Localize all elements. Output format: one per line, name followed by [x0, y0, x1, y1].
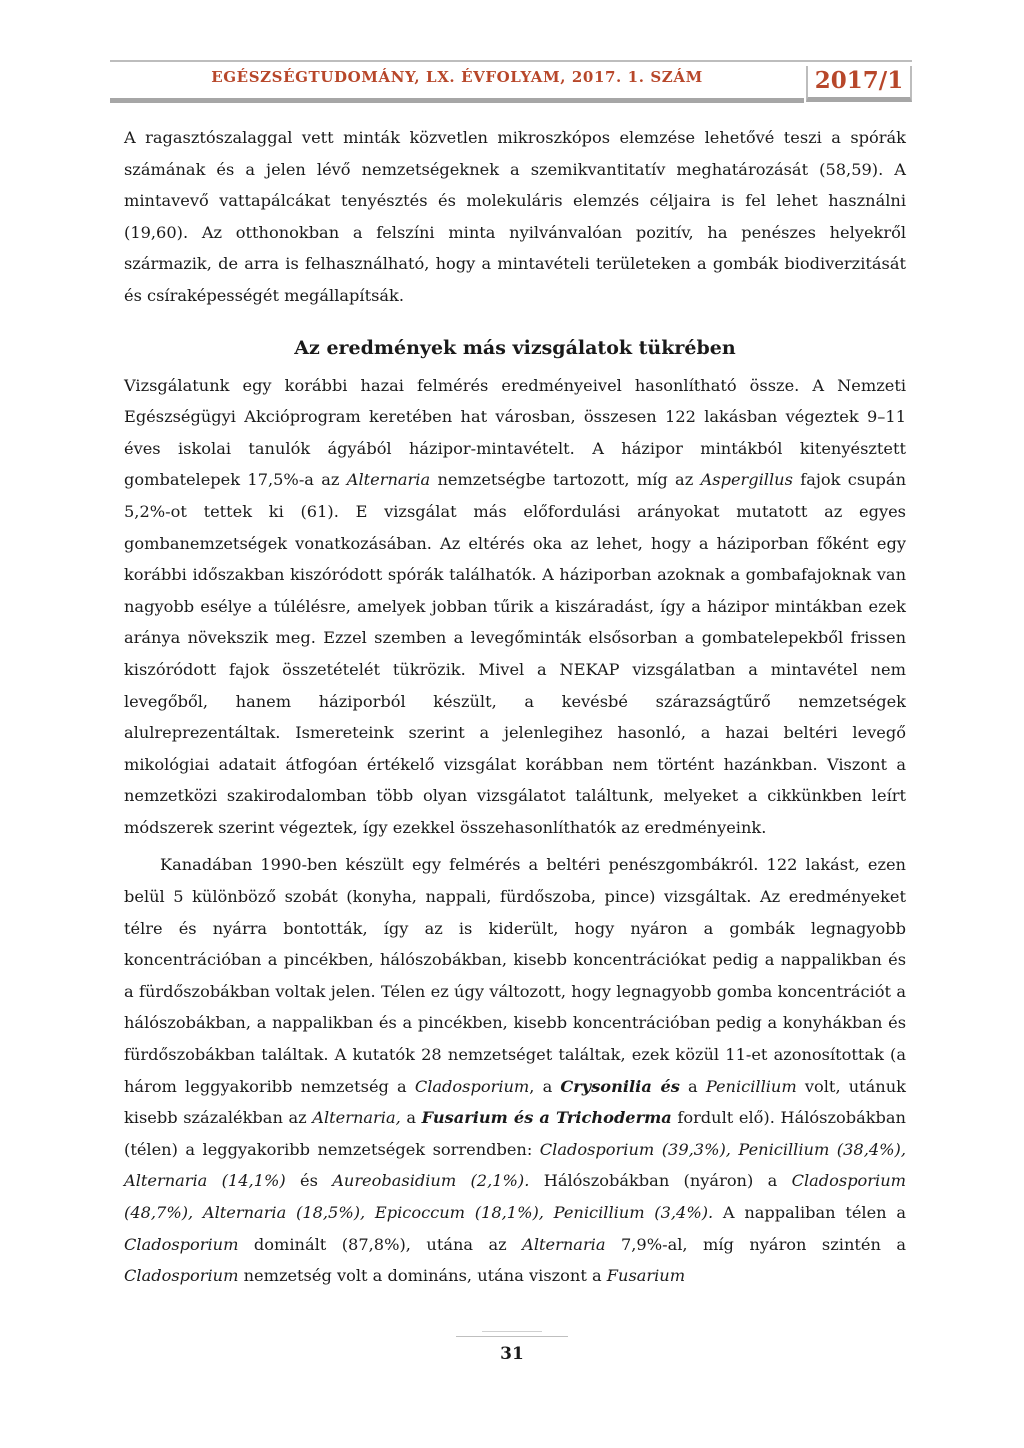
- paragraph-sampling: A ragasztószalaggal vett minták közvetlen mikroszkópos elemzése lehetővé teszi a spórák számának és a jelen lévő nemzetségeknek a szemikvantitatív meghatározását (58,59). A mintavevő vattapálcákat tenyésztés és molekuláris elemzés céljaira is fel lehet használni (19,60). Az otthonokban a felszíni minta nyilvánvalóan pozitív, ha penészes helyekről származik, de arra is felhasználható, hogy a mintavételi területeken a gombák biodiverzitását és csíraképességét megállapítsák.: [124, 128, 906, 305]
- genus-name: Alternaria: [346, 470, 431, 490]
- text-run: nemzetség volt a domináns, utána viszont a: [238, 1266, 607, 1286]
- text-run: Kanadában 1990-ben készült egy felmérés a beltéri penészgombákról. 122 lakást, ezen belül 5 különböző szobát (konyha, nappali, fürdőszoba, pince) vizsgáltak. Az eredményeket télre és nyárra bontották, így az is kiderült, hogy nyáron a gombák legnagyobb koncentrációban a pincékben, hálószobákban, kisebb koncentrációkat pedig a nappalikban és a fürdőszobákban voltak jelen. Télen ez úgy változott, hogy legnagyobb gomba koncentrációt a hálószobákban, a nappalikban és a pincékben, kisebb koncentrációban pedig a konyhákban és fürdőszobákban találtak. A kutatók 28 nemzetséget találtak, ezek közül 11-et azonosítottak (a három leggyakoribb nemzetség a: [124, 855, 906, 1096]
- genus-name: Crysonilia és: [560, 1076, 680, 1096]
- header-rule: [110, 98, 804, 103]
- genus-name: Aureobasidium (2,1%).: [332, 1171, 530, 1191]
- issue-badge: 2017/1: [806, 66, 912, 102]
- text-run: és: [285, 1171, 333, 1191]
- genus-name: Fusarium: [606, 1266, 686, 1286]
- genus-list: Cladosporium (48,7%), Alternaria (18,5%), Epicoccum (18,1%), Penicillium (3,4%).: [124, 1171, 906, 1222]
- running-header: [110, 60, 912, 104]
- paragraph-comparison: [124, 370, 906, 844]
- journal-title: EGÉSZSÉGTUDOMÁNY, LX. ÉVFOLYAM, 2017. 1. SZÁM: [211, 68, 703, 86]
- genus-name: Alternaria: [522, 1234, 606, 1254]
- article-body: [124, 122, 906, 1292]
- text-run: , a: [529, 1076, 561, 1096]
- text-run: fordult elő). Hálószobákban (télen) a leggyakoribb nemzetségek sorrendben:: [124, 1108, 906, 1159]
- text-run: a: [679, 1076, 706, 1096]
- genus-name: Alternaria,: [312, 1108, 401, 1128]
- genus-name: Cladosporium: [414, 1076, 530, 1096]
- paragraph-canada-study: [124, 849, 906, 1291]
- text-run: nemzetségbe tartozott, míg az: [430, 470, 701, 490]
- text-run: Vizsgálatunk egy korábbi hazai felmérés eredményeivel hasonlítható össze. A Nemzeti Egészségügyi Akcióprogram keretében hat városban, összesen 122 lakásban végeztek 9–11 éves iskolai tanulók ágyából házipor-mintavételt. A házipor mintákból kitenyésztett gombatelepek 17,5%-a az: [124, 375, 906, 490]
- genus-list: Cladosporium (39,3%), Penicillium (38,4%), Alternaria (14,1%): [124, 1139, 906, 1191]
- text-run: fajok csupán 5,2%-ot tettek ki (61). E vizsgálat más előfordulási arányokat mutatott az egyes gombanemzetségek vonatkozásában. Az eltérés oka az lehet, hogy a háziporban főként egy korábbi időszakban kiszóródott spórák találhatók. A háziporban azoknak a gombafajoknak van nagyobb esélye a túlélésre, amelyek jobban tűrik a kiszáradást, így a házipor mintákban ezek aránya növekszik meg. Ezzel szemben a levegőminták elsősorban a gombatelepekből frissen kiszóródott fajok összetételét tükrözik. Mivel a NEKAP vizsgálatban a mintavétel nem levegőből, hanem háziporból készült, a kevésbé szárazságtűrő nemzetségek alulreprezentáltak. Ismereteink szerint a jelenlegihez hasonló, a hazai beltéri levegő mikológiai adatait átfogóan értékelő vizsgálat korábban nem történt hazánkban. Viszont a nemzetközi szakirodalomban több olyan vizsgálatot találtunk, melyeket a cikkünkben leírt módszerek szerint végeztek, így ezekkel összehasonlíthatók az eredményeink.: [124, 470, 907, 837]
- text-run: 7,9%-al, míg nyáron szintén a: [605, 1234, 906, 1254]
- genus-name: Cladosporium: [124, 1234, 239, 1254]
- page-number: 31: [500, 1344, 524, 1364]
- genus-name: Fusarium és a Trichoderma: [421, 1108, 672, 1128]
- text-run: volt, utánuk kisebb százalékban az: [124, 1076, 906, 1128]
- footer-rule: [456, 1336, 568, 1337]
- text-run: Hálószobákban (nyáron) a: [529, 1171, 792, 1191]
- footer-rule: [482, 1331, 542, 1332]
- genus-name: Penicillium: [705, 1076, 797, 1096]
- section-heading: Az eredmények más vizsgálatok tükrében: [294, 336, 736, 359]
- text-run: a: [400, 1108, 422, 1128]
- genus-name: Aspergillus: [700, 470, 793, 490]
- genus-name: Cladosporium: [124, 1266, 239, 1286]
- text-run: A nappaliban télen a: [713, 1203, 906, 1222]
- text-run: dominált (87,8%), utána az: [238, 1234, 523, 1254]
